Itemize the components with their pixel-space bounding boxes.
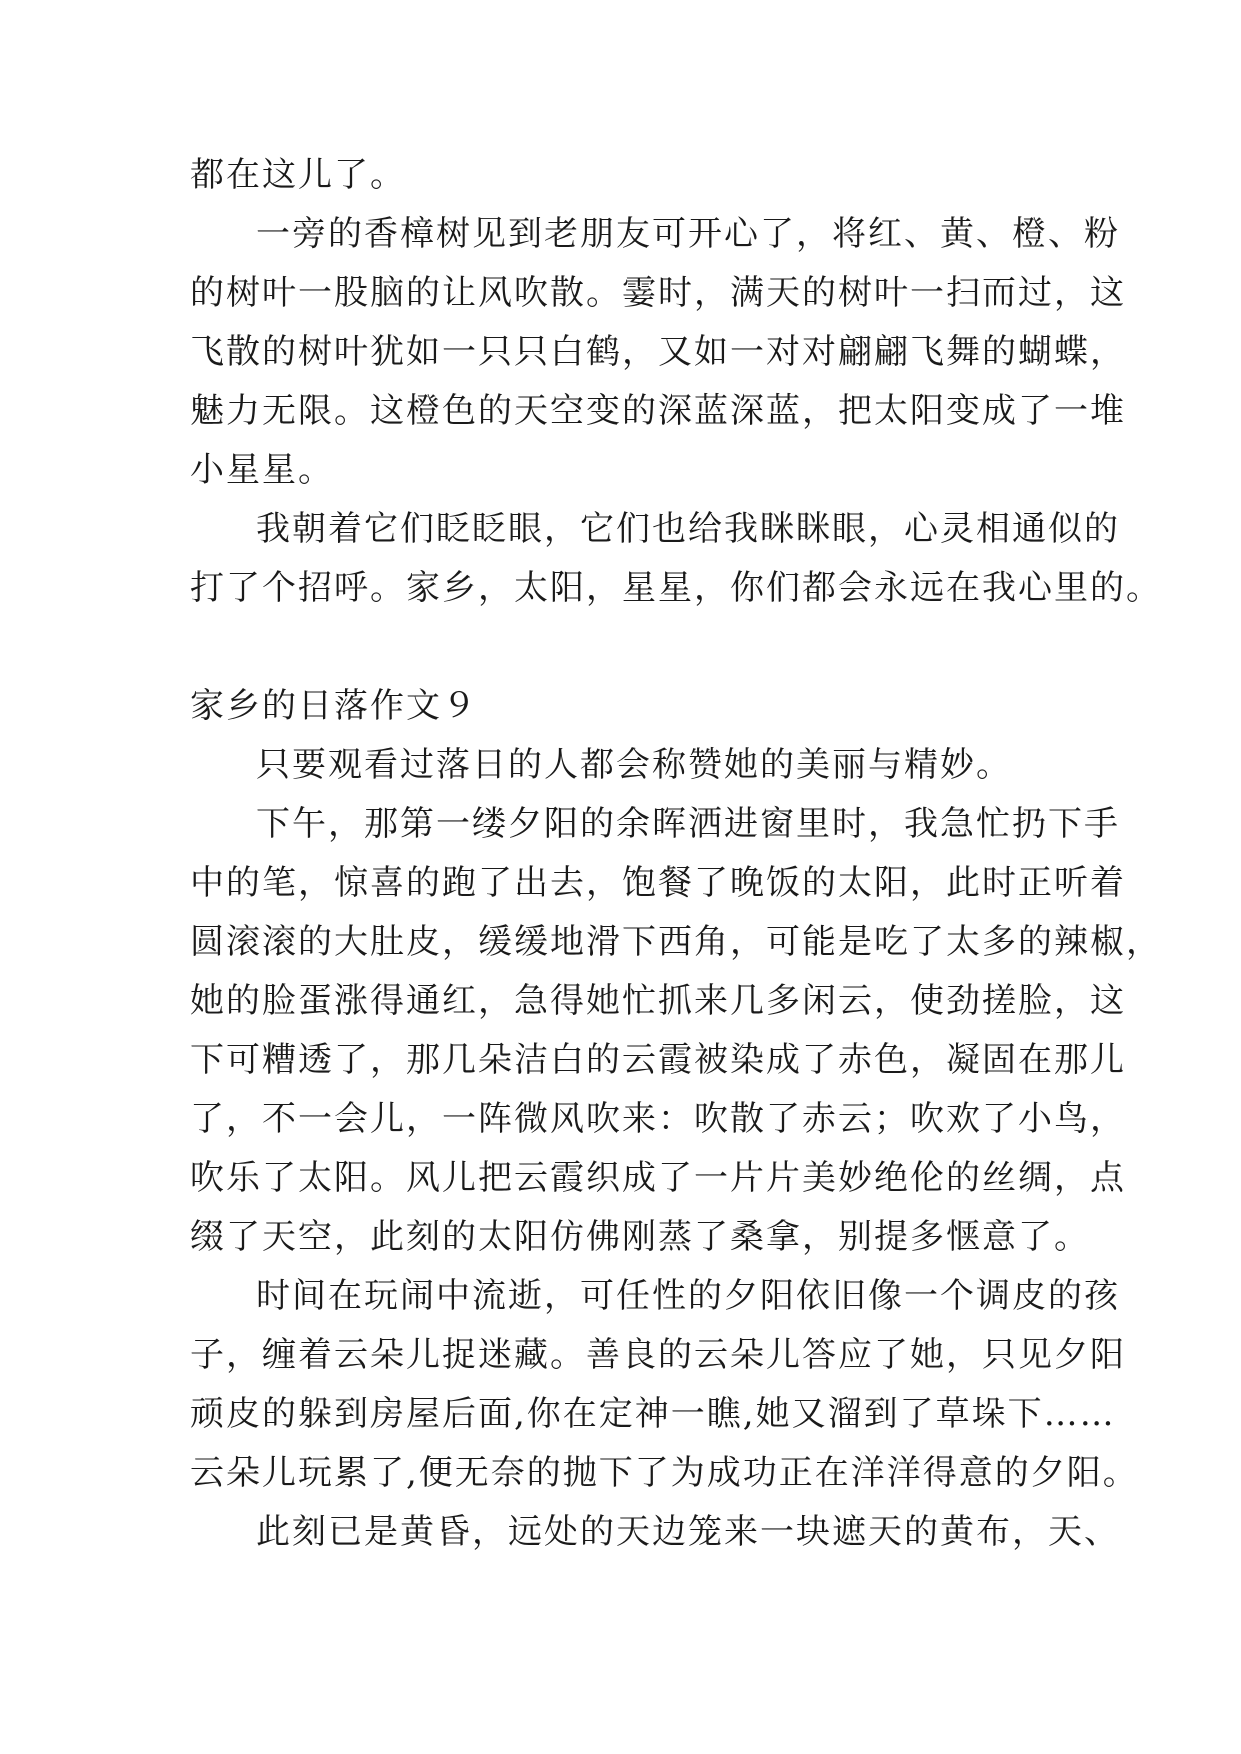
paragraph-start: 我朝着它们眨眨眼，它们也给我眯眯眼，心灵相通似的: [256, 509, 1120, 549]
text-line: 小星星。: [190, 450, 334, 490]
paragraph-start: 一旁的香樟树见到老朋友可开心了，将红、黄、橙、粉: [256, 214, 1120, 254]
paragraph-start: 只要观看过落日的人都会称赞她的美丽与精妙。: [256, 745, 1012, 785]
text-line: 的树叶一股脑的让风吹散。霎时，满天的树叶一扫而过，这: [190, 273, 1126, 313]
text-line: 下可糟透了，那几朵洁白的云霞被染成了赤色，凝固在那儿: [190, 1040, 1126, 1080]
paragraph-start: 时间在玩闹中流逝，可任性的夕阳依旧像一个调皮的孩: [256, 1276, 1120, 1316]
text-line: 了，不一会儿，一阵微风吹来：吹散了赤云；吹欢了小鸟，: [190, 1099, 1126, 1139]
text-line: 吹乐了太阳。风儿把云霞织成了一片片美妙绝伦的丝绸，点: [190, 1158, 1126, 1198]
paragraph-start: 此刻已是黄昏，远处的天边笼来一块遮天的黄布，天、: [256, 1512, 1120, 1552]
text-line: 云朵儿玩累了,便无奈的抛下了为成功正在洋洋得意的夕阳。: [190, 1453, 1139, 1493]
text-line: 缀了天空，此刻的太阳仿佛刚蒸了桑拿，别提多惬意了。: [190, 1217, 1090, 1257]
text-line: 中的笔，惊喜的跑了出去，饱餐了晚饭的太阳，此时正听着: [190, 863, 1126, 903]
text-line: 圆滚滚的大肚皮，缓缓地滑下西角，可能是吃了太多的辣椒，: [190, 922, 1162, 962]
text-line: 顽皮的躲到房屋后面,你在定神一瞧,她又溜到了草垛下……: [190, 1394, 1116, 1434]
text-line: 子，缠着云朵儿捉迷藏。善良的云朵儿答应了她，只见夕阳: [190, 1335, 1126, 1375]
paragraph-start: 下午，那第一缕夕阳的余晖洒进窗里时，我急忙扔下手: [256, 804, 1120, 844]
text-line: 打了个招呼。家乡，太阳，星星，你们都会永远在我心里的。: [190, 568, 1162, 608]
section-heading: 家乡的日落作文９: [190, 686, 478, 726]
text-line: 她的脸蛋涨得通红，急得她忙抓来几多闲云，使劲搓脸，这: [190, 981, 1126, 1021]
text-line: 魅力无限。这橙色的天空变的深蓝深蓝，把太阳变成了一堆: [190, 391, 1126, 431]
text-line: 都在这儿了。: [190, 155, 406, 195]
text-line: 飞散的树叶犹如一只只白鹤，又如一对对翩翩飞舞的蝴蝶，: [190, 332, 1126, 372]
